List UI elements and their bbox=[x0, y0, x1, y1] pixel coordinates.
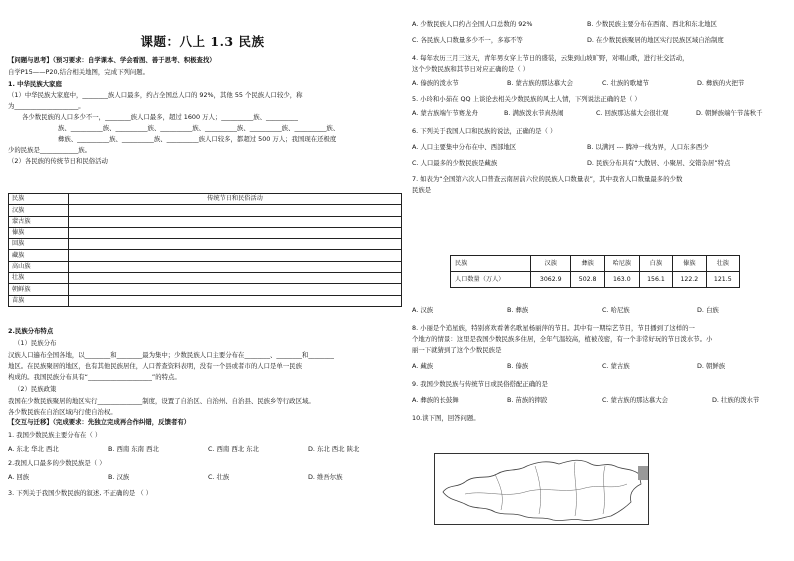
option-b[interactable]: B. 西南 东南 西北 bbox=[108, 445, 159, 453]
paragraph-line: 汉族人口遍布全国各地，以________和________最为集中；少数民族人口主要分布在________、________和________ bbox=[8, 351, 334, 359]
paragraph-line: 各少数民族在自治区域内行使自治权。 bbox=[8, 408, 117, 416]
option-c[interactable]: C. 回族那达慕大会很壮观 bbox=[596, 109, 669, 117]
option-d[interactable]: D. 东北 西北 陕北 bbox=[308, 445, 360, 453]
table-row bbox=[9, 205, 402, 216]
table-cell: 藏族 bbox=[9, 250, 69, 261]
table-row bbox=[9, 239, 402, 250]
answer-cell[interactable] bbox=[69, 284, 402, 295]
section-problem-heading: 【问题与思考】（预习要求：自学课本、学会看图、善于思考、积极查找） bbox=[8, 56, 216, 64]
heading-distribution: 2.民族分布特点 bbox=[8, 327, 54, 335]
option-a[interactable]: A. 蒙古族端午节赛龙舟 bbox=[412, 109, 478, 117]
map-outline-icon bbox=[435, 454, 650, 526]
paragraph-line: 族、__________族、__________族、__________族、__________族、__________族、__________族、 bbox=[58, 124, 340, 132]
table-header-cell: 壮族 bbox=[706, 256, 739, 272]
option-c[interactable]: C. 蒙古族的那达慕大会 bbox=[602, 396, 669, 404]
table-row bbox=[9, 227, 402, 238]
paragraph-line: 我国在少数民族聚居的地区实行______________制度，设置了自治区、自治州、自治县、民族乡等行政区域。 bbox=[8, 397, 315, 405]
option-b[interactable]: B. 以满河 --- 腾冲一线为界，人口东多西少 bbox=[587, 143, 709, 151]
question-6: 6. 下列关于我国人口和民族的说法，正确的是（ ） bbox=[412, 127, 557, 135]
table-cell: 汉族 bbox=[9, 205, 69, 216]
question-4-cont: 这个少数民族和其节日对应正确的是（ ） bbox=[412, 65, 530, 73]
paragraph-line: 构成的。我国民族分布具有“____________________”的特点。 bbox=[8, 373, 181, 381]
answer-cell[interactable] bbox=[69, 205, 402, 216]
paragraph-line: （1）中华民族大家庭中，________族人口最多，约占全国总人口的 92%，其他 55 个民族人口较少，称 bbox=[8, 91, 303, 99]
table-cell: 3062.9 bbox=[531, 272, 571, 288]
heading-family: 1. 中华民族大家庭 bbox=[8, 80, 62, 88]
option-d[interactable]: D. 彝族的火把节 bbox=[697, 79, 745, 87]
table-cell: 高山族 bbox=[9, 261, 69, 272]
festival-table bbox=[8, 193, 402, 307]
question-7-cont: 民族是 bbox=[412, 186, 432, 194]
option-d[interactable]: D. 民族分布具有“大散居、小聚居、交错杂居”特点 bbox=[587, 159, 731, 167]
answer-cell[interactable] bbox=[69, 239, 402, 250]
answer-cell[interactable] bbox=[69, 250, 402, 261]
question-7: 7. 如表为“全国第六次人口普查云南居前六位的民族人口数量表”，其中我省人口数量最多的少数 bbox=[412, 175, 683, 183]
option-b[interactable]: B. 汉族 bbox=[108, 473, 130, 481]
table-row bbox=[451, 272, 740, 288]
paragraph-line: 彝族、__________族、__________族、__________族人口较多，都超过 500 万人；我国现在还极度 bbox=[58, 135, 337, 143]
left-column bbox=[6, 0, 399, 497]
option-b[interactable]: B. 彝族 bbox=[507, 306, 529, 314]
subheading: （1）民族分布 bbox=[14, 339, 57, 347]
option-c[interactable]: C. 西南 西北 东北 bbox=[208, 445, 259, 453]
option-b[interactable]: B. 蒙古族的那达慕大会 bbox=[507, 79, 573, 87]
table-cell: 502.8 bbox=[571, 272, 604, 288]
population-table bbox=[450, 255, 740, 288]
option-d[interactable]: D. 朝鲜族端午节荡秋千 bbox=[696, 109, 763, 117]
question-1: 1. 我国少数民族主要分布在（ ） bbox=[8, 431, 102, 439]
option-c[interactable]: C. 壮族 bbox=[208, 473, 230, 481]
question-9: 9. 我国少数民族与传统节日或民俗搭配正确的是 bbox=[412, 380, 548, 388]
option-c[interactable]: C. 壮族的歌墟节 bbox=[602, 79, 649, 87]
option-b[interactable]: B. 少数民族主要分布在西南、西北和东北地区 bbox=[587, 20, 717, 28]
table-header-cell: 白族 bbox=[639, 256, 672, 272]
option-a[interactable]: A. 彝族的长鼓舞 bbox=[412, 396, 459, 404]
question-4: 4. 每年农历三月三这天，青年男女穿上节日的盛装，云集到山坡旷野，对唱山歌，进行社交活动， bbox=[412, 54, 689, 62]
option-c[interactable]: C. 人口最多的少数民族是藏族 bbox=[412, 159, 498, 167]
table-cell: 人口数量（万人） bbox=[451, 272, 531, 288]
answer-cell[interactable] bbox=[69, 261, 402, 272]
option-a[interactable]: A. 藏族 bbox=[412, 362, 434, 370]
table-row bbox=[9, 250, 402, 261]
subheading: （2）民族政策 bbox=[14, 385, 57, 393]
option-c[interactable]: C. 哈尼族 bbox=[602, 306, 630, 314]
option-b[interactable]: B. 傣族 bbox=[507, 362, 529, 370]
table-header-cell: 傣族 bbox=[673, 256, 706, 272]
option-d[interactable]: D. 维吾尔族 bbox=[308, 473, 343, 481]
table-row bbox=[9, 273, 402, 284]
question-10: 10.读下图，回答问题。 bbox=[412, 414, 480, 422]
answer-cell[interactable] bbox=[69, 273, 402, 284]
heading-festivals: （2）各民族的传统节日和民俗活动 bbox=[8, 157, 108, 165]
option-d[interactable]: D. 白族 bbox=[697, 306, 719, 314]
option-a[interactable]: A. 回族 bbox=[8, 473, 30, 481]
option-d[interactable]: D. 在少数民族聚居的地区实行民族区域自治制度 bbox=[587, 36, 724, 44]
answer-cell[interactable] bbox=[69, 295, 402, 306]
option-c[interactable]: C. 各民族人口数量多少不一，多寡不等 bbox=[412, 36, 523, 44]
table-cell: 121.5 bbox=[706, 272, 739, 288]
table-cell: 朝鲜族 bbox=[9, 284, 69, 295]
table-header-row bbox=[451, 256, 740, 272]
question-2: 2.我国人口最多的少数民族是（ ） bbox=[8, 459, 106, 467]
question-5: 5. 小玲和小茹在 QQ 上谈论去相关少数民族的风土人情，下列说法正确的是（ ） bbox=[412, 95, 641, 103]
option-a[interactable]: A. 少数民族人口约占全国人口总数的 92% bbox=[412, 20, 533, 28]
china-map-figure bbox=[434, 453, 649, 525]
table-header-cell: 哈尼族 bbox=[604, 256, 639, 272]
table-header-cell: 汉族 bbox=[531, 256, 571, 272]
question-3: 3. 下列关于我国少数民族的叙述, 不正确的是 （ ） bbox=[8, 489, 153, 497]
table-header-cell: 彝族 bbox=[571, 256, 604, 272]
option-a[interactable]: A. 东北 华北 西北 bbox=[8, 445, 59, 453]
table-header-cell: 民族 bbox=[451, 256, 531, 272]
question-8-cont: 个地方的情景：这里是我国少数民族多住居，全年气温较高，植被茂密，有一个非常好玩的节日泼水节。小 bbox=[412, 335, 713, 343]
table-cell: 蒙古族 bbox=[9, 216, 69, 227]
table-row bbox=[9, 216, 402, 227]
table-cell: 156.1 bbox=[639, 272, 672, 288]
option-d[interactable]: D. 壮族的泼水节 bbox=[712, 396, 760, 404]
table-header-cell: 民族 bbox=[9, 194, 69, 205]
table-row bbox=[9, 295, 402, 306]
paragraph-line: 地区。在民族聚居的地区，也有其他民族居住，人口普查资料表明，没有一个县或者市的人口是单一民族 bbox=[8, 362, 302, 370]
table-cell: 傣族 bbox=[9, 227, 69, 238]
option-a[interactable]: A. 人口主要集中分布在中、西部地区 bbox=[412, 143, 517, 151]
table-header-cell: 传统节日和民俗活动 bbox=[69, 194, 402, 205]
table-cell: 壮族 bbox=[9, 273, 69, 284]
option-a[interactable]: A. 傣族的泼水节 bbox=[412, 79, 459, 87]
table-cell: 163.0 bbox=[604, 272, 639, 288]
paragraph-line: 为____________________。 bbox=[8, 102, 85, 110]
intro-text: 自学P15——P20,结合相关地图，完成下列问题。 bbox=[8, 68, 150, 76]
option-b[interactable]: B. 苗族的摔跤 bbox=[507, 396, 548, 404]
table-row bbox=[9, 261, 402, 272]
option-b[interactable]: B. 满族泼水节真热闹 bbox=[504, 109, 564, 117]
option-d[interactable]: D. 朝鲜族 bbox=[697, 362, 726, 370]
paragraph-line: 各少数民族的人口多少不一，________族人口最多，超过 1600 万人；__________族、__________ bbox=[22, 113, 298, 121]
answer-cell[interactable] bbox=[69, 216, 402, 227]
option-a[interactable]: A. 汉族 bbox=[412, 306, 434, 314]
question-8-cont: 丽一下就猜到了这个少数民族是 bbox=[412, 346, 502, 354]
paragraph-line: 少的民族是____________族。 bbox=[8, 146, 92, 154]
section-exercise-heading: 【交互与迁移】（完成要求：先独立完成再合作纠错，反馈者有） bbox=[8, 418, 191, 426]
option-c[interactable]: C. 蒙古族 bbox=[602, 362, 630, 370]
answer-cell[interactable] bbox=[69, 227, 402, 238]
table-row bbox=[9, 284, 402, 295]
page-title: 课题：八上 1.3 民族 bbox=[140, 34, 265, 49]
table-cell: 回族 bbox=[9, 239, 69, 250]
question-8: 8. 小丽是个追星族，特别喜欢看著名歌星杨丽萍的节目。其中有一期综艺节目，节目播到了这样的一 bbox=[412, 324, 695, 332]
table-cell: 122.2 bbox=[673, 272, 706, 288]
table-cell: 苗族 bbox=[9, 295, 69, 306]
table-header-row bbox=[9, 194, 402, 205]
